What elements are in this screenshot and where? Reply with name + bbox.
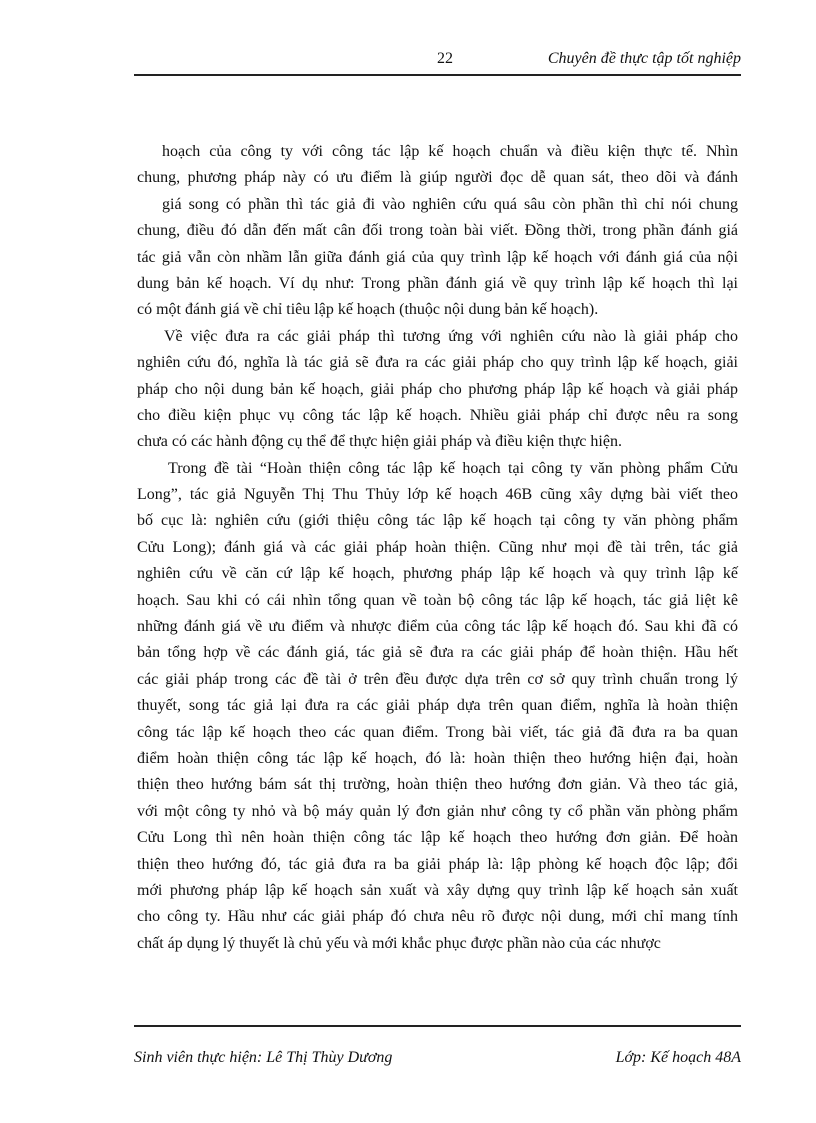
text-line: Cửu Long); đánh giá và các giải pháp hoàn thiện. Cũng như mọi đề tài trên, tác giả [137, 538, 738, 556]
text-line: chất áp dụng lý thuyết là chủ yếu và mới khắc phục được phần nào của các nhược [137, 934, 661, 952]
text-line: Trong đề tài “Hoàn thiện công tác lập kế hoạch tại công ty văn phòng phẩm Cửu [168, 459, 738, 477]
text-line: có một đánh giá về chỉ tiêu lập kế hoạch (thuộc nội dung bản kế hoạch). [137, 301, 599, 319]
text-line: bản tổng hợp về các đánh giá, tác giả sẽ đưa ra các giải pháp để hoàn thiện. Hầu hết [137, 644, 738, 662]
text-line: thuyết, song tác giả lại đưa ra các giải pháp dựa trên quan điểm, nghĩa là hoàn thiện [137, 697, 738, 715]
text-line: công tác lập kế hoạch theo các quan điểm. Trong bài viết, tác giả đã đưa ra ba quan [137, 723, 738, 741]
text-line: cho công ty. Hầu như các giải pháp đó chưa nêu rõ được nội dung, mới chỉ mang tính [137, 908, 738, 926]
text-line: hoạch. Sau khi có cái nhìn tổng quan về toàn bộ công tác lập kế hoạch, tác giả liệt kê [137, 591, 738, 609]
text-line: thiện theo hướng bám sát thị trường, hoàn thiện theo hướng đơn giản. Và theo tác giả, [137, 776, 738, 794]
footer-class: Lớp: Kế hoạch 48A [615, 1049, 741, 1066]
text-line: cho điều kiện phục vụ công tác lập kế hoạch. Nhiều giải pháp chỉ được nêu ra song [137, 406, 738, 424]
text-line: chưa có các hành động cụ thể để thực hiện giải pháp và điều kiện thực hiện. [137, 433, 622, 451]
text-line: giá song có phần thì tác giả đi vào nghiên cứu quá sâu còn phần thì chỉ nói chung [162, 195, 738, 213]
text-line: bố cục là: nghiên cứu (giới thiệu công tác lập kế hoạch tại công ty văn phòng phẩm [137, 512, 738, 530]
text-line: chung, điều đó dẫn đến mất cân đối trong toàn bài viết. Đồng thời, trong phần đánh giá [137, 222, 738, 240]
text-line: tác giả vẫn còn nhầm lẫn giữa đánh giá của quy trình lập kế hoạch với đánh giá của nội [137, 248, 738, 266]
body-text [137, 139, 738, 957]
text-line: Về việc đưa ra các giải pháp thì tương ứng với nghiên cứu nào là giải pháp cho [164, 327, 738, 345]
text-line: điểm hoàn thiện công tác lập kế hoạch, đó là: hoàn thiện theo hướng hiện đại, hoàn [137, 749, 738, 767]
text-line: hoạch của công ty với công tác lập kế hoạch chuẩn và điều kiện thực tế. Nhìn [162, 143, 738, 160]
header-title: Chuyên đề thực tập tốt nghiệp [547, 50, 741, 67]
text-line: dung bản kế hoạch. Ví dụ như: Trong phần đánh giá về quy trình lập kế hoạch thì lại [137, 274, 738, 292]
text-line: Long”, tác giả Nguyễn Thị Thu Thủy lớp kế hoạch 46B cũng xây dựng bài viết theo [137, 486, 738, 504]
page-footer [134, 1025, 741, 1066]
page-number: 22 [437, 50, 453, 67]
text-line: chung, phương pháp này có ưu điểm là giúp người đọc dễ quan sát, theo dõi và đánh [137, 169, 738, 187]
text-line: với một công ty nhỏ và bộ máy quản lý đơn giản như công ty cổ phần văn phòng phẩm [137, 802, 738, 820]
text-line: nghiên cứu về căn cứ lập kế hoạch, phương pháp lập kế hoạch và quy trình lập kế [137, 565, 738, 583]
text-line: nghiên cứu đó, nghĩa là tác giả sẽ đưa ra các giải pháp cho quy trình lập kế hoạch, giải [137, 354, 738, 372]
text-line: những đánh giá về ưu điểm và nhược điểm của công tác lập kế hoạch đó. Sau khi đã có [137, 618, 738, 636]
text-line: mới phương pháp lập kế hoạch sản xuất và xây dựng quy trình lập kế hoạch sản xuất [137, 881, 738, 899]
text-line: Cửu Long thì nên hoàn thiện công tác lập kế hoạch theo hướng đơn giản. Để hoàn [137, 829, 738, 847]
text-line: thiện theo hướng đó, tác giả đưa ra ba giải pháp là: lập phòng kế hoạch độc lập; đổi [137, 855, 738, 873]
text-line: các giải pháp trong các đề tài ở trên đều được dựa trên cơ sở quy trình chuẩn trong lý [137, 670, 738, 688]
footer-student: Sinh viên thực hiện: Lê Thị Thùy Dương [134, 1049, 393, 1066]
text-line: pháp cho nội dung bản kế hoạch, giải pháp cho phương pháp lập kế hoạch và giải pháp [137, 380, 738, 398]
page-header [134, 48, 741, 76]
